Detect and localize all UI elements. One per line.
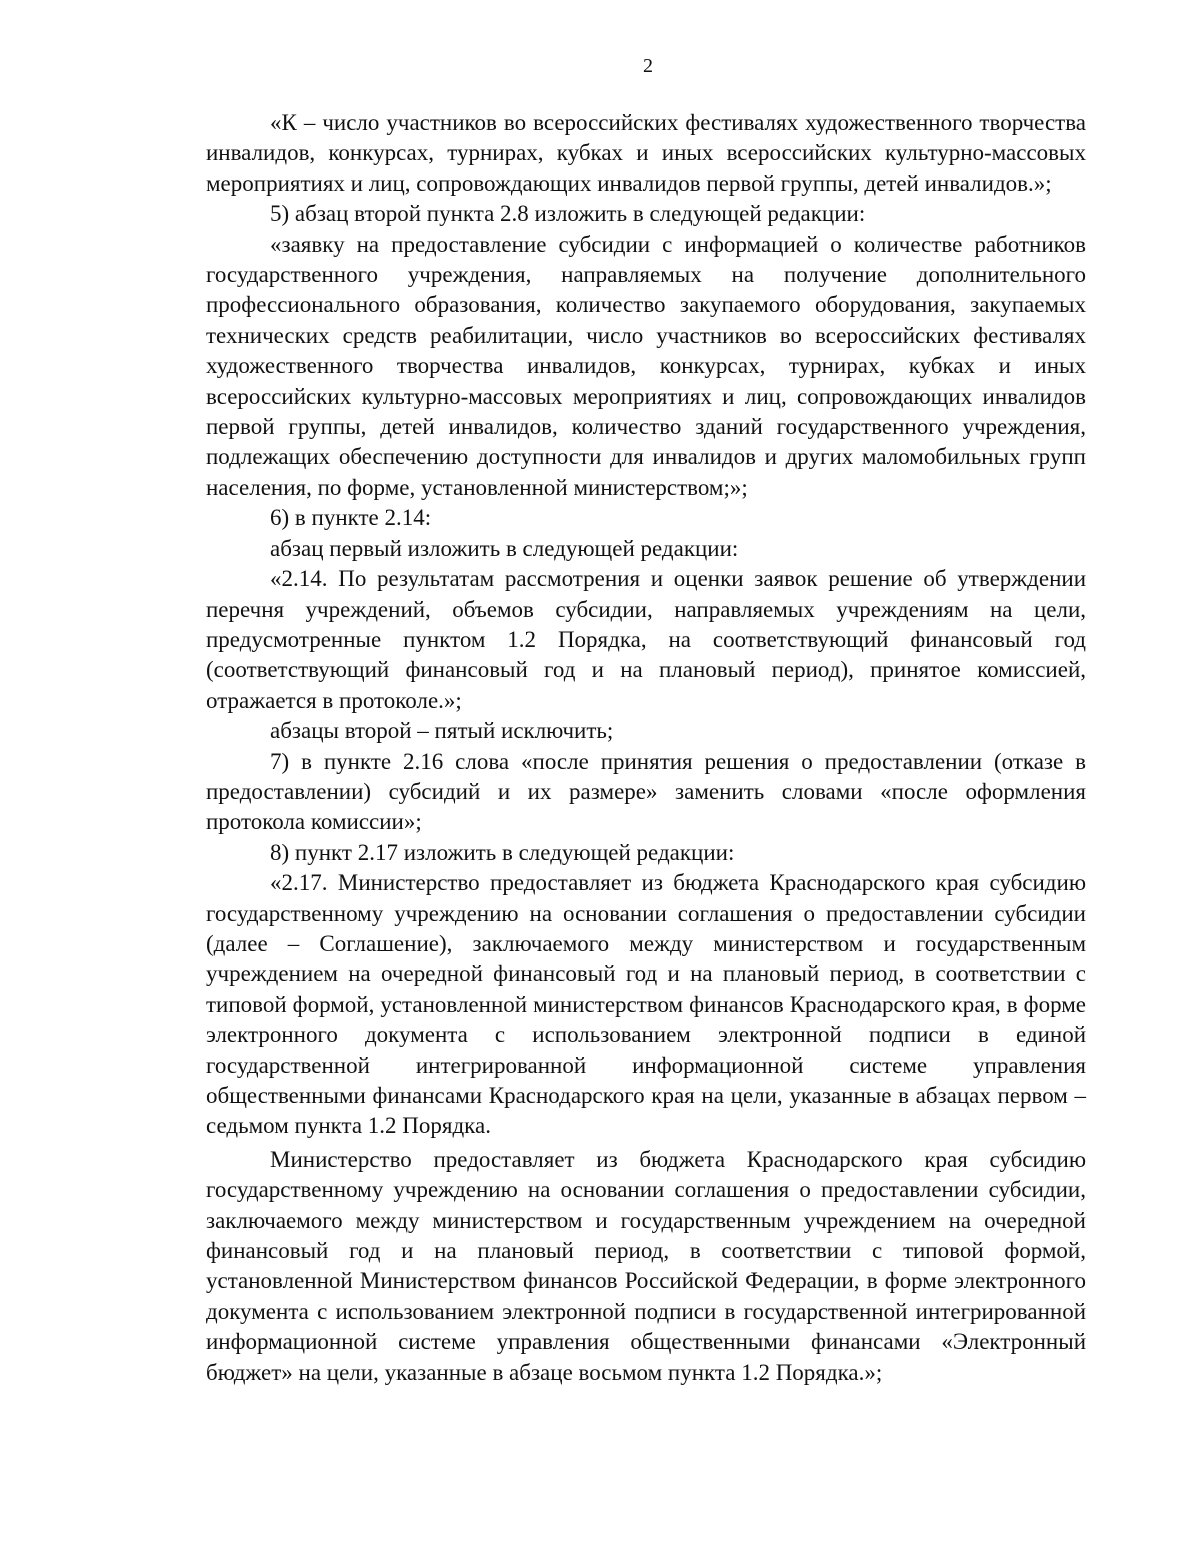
paragraph-2-14: «2.14. По результатам рассмотрения и оценки заявок решение об утверждении перечня учреждений, объемов субсидии, направляемых учреждениям на цели, предусмотренные пунктом 1.2 Порядка, на соответствующий финансовый год (соответствующий финансовый год и на плановый период), принятое комиссией, отражается в протоколе.»; — [206, 566, 1086, 713]
paragraph-k-definition: «К – число участников во всероссийских фестивалях художественного творчества инвалидов, конкурсах, турнирах, кубках и иных всероссийских культурно-массовых мероприятиях и лиц, сопровождающих инвалидов первой группы, детей инвалидов.»; — [206, 110, 1086, 196]
paragraph-item-8: 8) пункт 2.17 изложить в следующей редакции: — [270, 839, 735, 865]
paragraph-application-text: «заявку на предоставление субсидии с информацией о количестве работников государственного учреждения, направляемых на получение дополнительного профессионального образования, количество закупаемого оборудования, закупаемых технических средств реабилитации, число участников во всероссийских фестивалях художественного творчества инвалидов, конкурсах, турнирах, кубках и иных всероссийских культурно-массовых мероприятиях и лиц, сопровождающих инвалидов первой группы, детей инвалидов, количество зданий государственного учреждения, подлежащих обеспечению доступности для инвалидов и других маломобильных групп населения, по форме, установленной министерством;»; — [206, 231, 1086, 500]
paragraph-2-17: «2.17. Министерство предоставляет из бюджета Краснодарского края субсидию государственному учреждению на основании соглашения о предоставлении субсидии (далее – Соглашение), заключаемого между министерством и государственным учреждением на очередной финансовый год и на плановый период, в соответствии с типовой формой, установленной министерством финансов Краснодарского края, в форме электронного документа с использованием электронной подписи в единой государственной интегрированной информационной системе управления общественными финансами Краснодарского края на цели, указанные в абзацах первом – седьмом пункта 1.2 Порядка. — [206, 870, 1086, 1139]
document-body — [206, 108, 1086, 1388]
paragraph-exclude: абзацы второй – пятый исключить; — [270, 718, 614, 744]
paragraph-item-7: 7) в пункте 2.16 слова «после принятия решения о предоставлении (отказе в предоставлении) субсидий и их размере» заменить словами «после оформления протокола комиссии»; — [206, 748, 1086, 835]
paragraph-first-abzac: абзац первый изложить в следующей редакции: — [270, 535, 739, 561]
paragraph-ministry-federal: Министерство предоставляет из бюджета Краснодарского края субсидию государственному учреждению на основании соглашения о предоставлении субсидии, заключаемого между министерством и государственным учреждением на очередной финансовый год и на плановый период, в соответствии с типовой формой, установленной Министерством финансов Российской Федерации, в форме электронного документа с использованием электронной подписи в государственной интегрированной информационной системе управления общественными финансами «Электронный бюджет» на цели, указанные в абзаце восьмом пункта 1.2 Порядка.»; — [206, 1146, 1086, 1385]
paragraph-item-5: 5) абзац второй пункта 2.8 изложить в следующей редакции: — [270, 201, 866, 227]
page-number: 2 — [643, 55, 653, 77]
paragraph-item-6: 6) в пункте 2.14: — [270, 505, 432, 531]
